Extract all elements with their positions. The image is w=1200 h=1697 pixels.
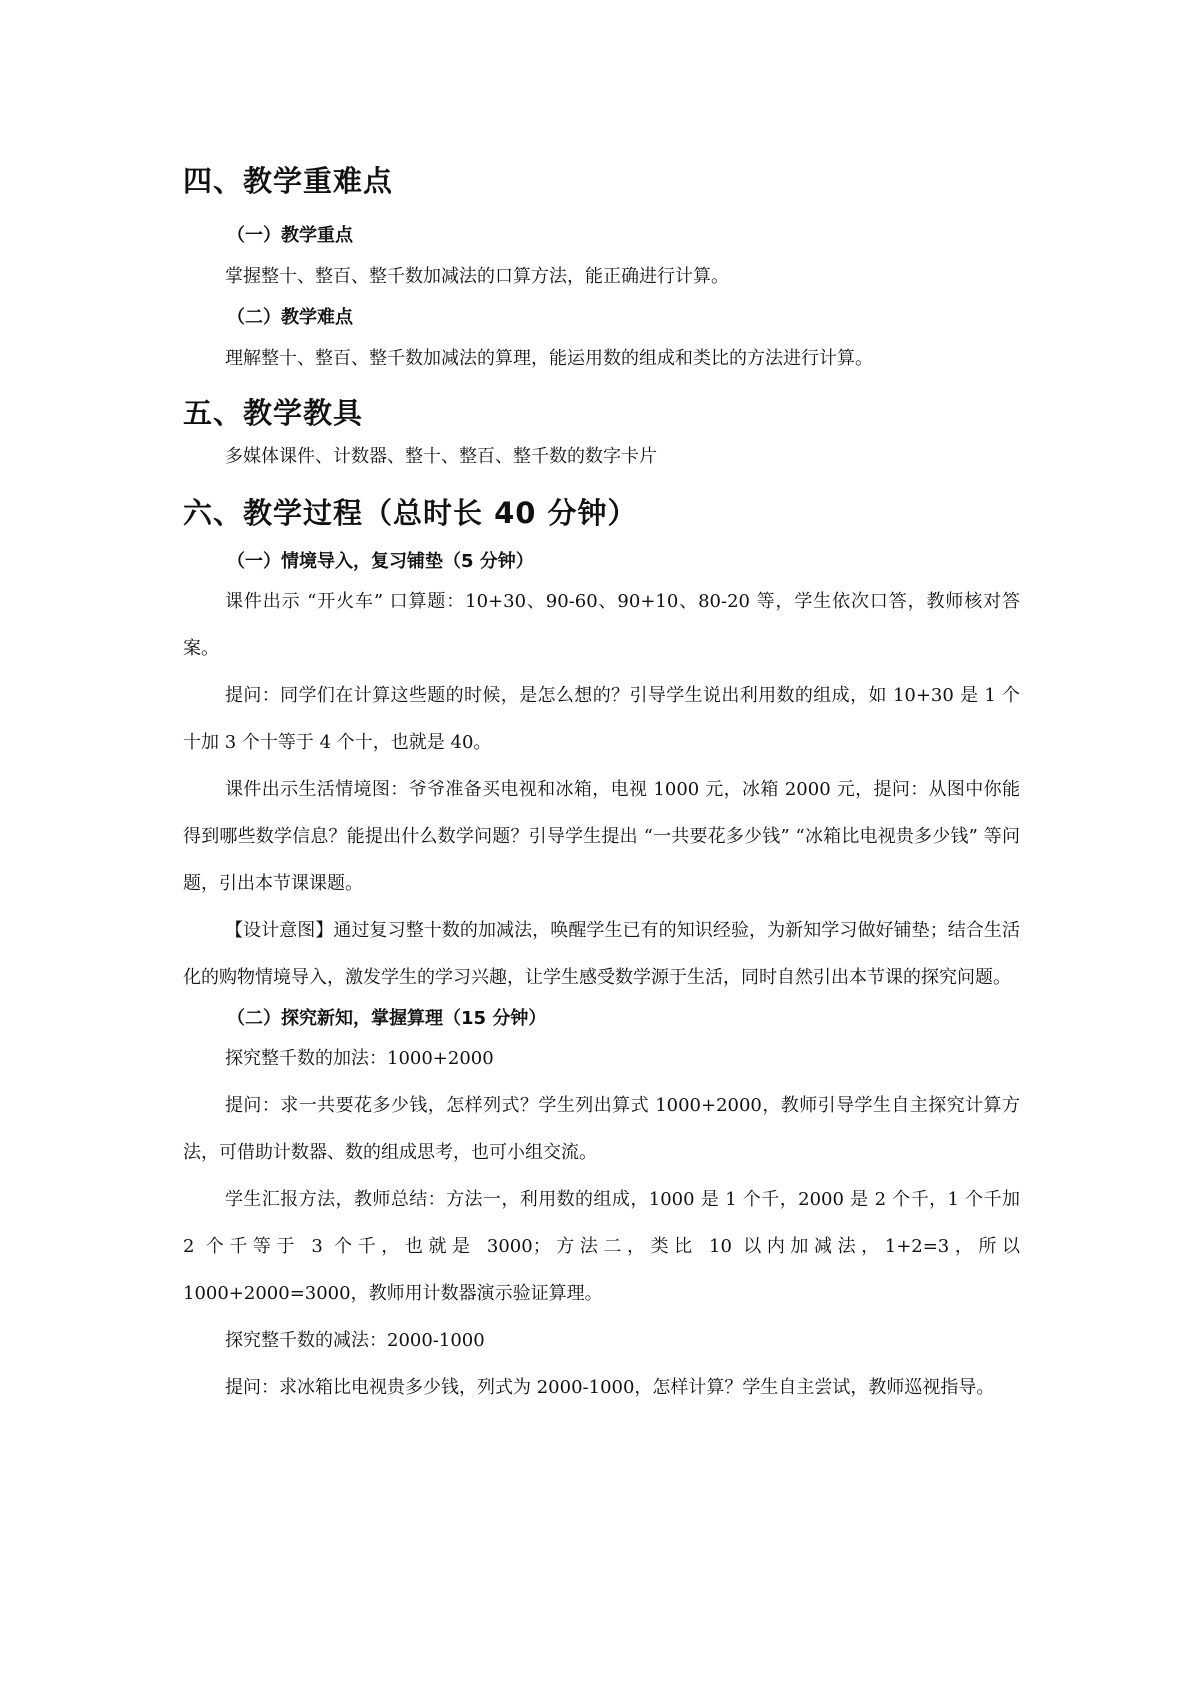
paragraph-design-intent: 【设计意图】通过复习整十数的加减法，唤醒学生已有的知识经验，为新知学习做好铺垫；结合生活化的购物情境导入，激发学生的学习兴趣，让学生感受数学源于生活，同时自然引出本节课的探究问题。: [183, 920, 1020, 988]
paragraph-addition-summary: 学生汇报方法，教师总结：方法一，利用数的组成，1000 是 1 个千，2000 是 2 个千，1 个千加 2 个千等于 3 个千，也就是 3000；方法二，类比 10 以内加减法，1+2=3，所以 1000+2000=3000，教师用计数器演示验证算理。: [183, 1189, 1020, 1304]
paragraph-scenario: 课件出示生活情境图：爷爷准备买电视和冰箱，电视 1000 元，冰箱 2000 元，提问：从图中你能得到哪些数学信息？能提出什么数学问题？引导学生提出 “一共要花多少钱” “冰箱比电视贵多少钱” 等问题，引出本节课课题。: [183, 779, 1020, 894]
section-6-2-heading: （二）探究新知，掌握算理（15 分钟）: [227, 1008, 547, 1029]
section-4-2-heading: （二）教学难点: [227, 307, 353, 328]
section-5-text: 多媒体课件、计数器、整十、整百、整千数的数字卡片: [225, 446, 657, 467]
section-4-1-text: 掌握整十、整百、整千数加减法的口算方法，能正确进行计算。: [225, 266, 729, 287]
paragraph-addition-title: 探究整千数的加法：1000+2000: [225, 1048, 494, 1069]
section-5-heading: 五、教学教具: [183, 396, 364, 430]
section-4-heading: 四、教学重难点: [183, 164, 394, 198]
paragraph-subtraction-title: 探究整千数的减法：2000-1000: [225, 1330, 485, 1351]
section-6-heading: 六、教学过程（总时长 40 分钟）: [183, 496, 638, 530]
section-6-1-heading: （一）情境导入，复习铺垫（5 分钟）: [227, 551, 534, 572]
paragraph-kaihuoche: 课件出示 “开火车” 口算题：10+30、90-60、90+10、80-20 等，学生依次口答，教师核对答案。: [183, 591, 1020, 659]
section-4-2-text: 理解整十、整百、整千数加减法的算理，能运用数的组成和类比的方法进行计算。: [225, 348, 873, 369]
paragraph-subtraction-question: 提问：求冰箱比电视贵多少钱，列式为 2000-1000，怎样计算？学生自主尝试，教师巡视指导。: [225, 1377, 995, 1398]
paragraph-addition-question: 提问：求一共要花多少钱，怎样列式？学生列出算式 1000+2000，教师引导学生自主探究计算方法，可借助计数器、数的组成思考，也可小组交流。: [183, 1095, 1020, 1163]
paragraph-question-1: 提问：同学们在计算这些题的时候，是怎么想的？引导学生说出利用数的组成，如 10+30 是 1 个十加 3 个十等于 4 个十，也就是 40。: [183, 685, 1020, 753]
section-4-1-heading: （一）教学重点: [227, 225, 353, 246]
